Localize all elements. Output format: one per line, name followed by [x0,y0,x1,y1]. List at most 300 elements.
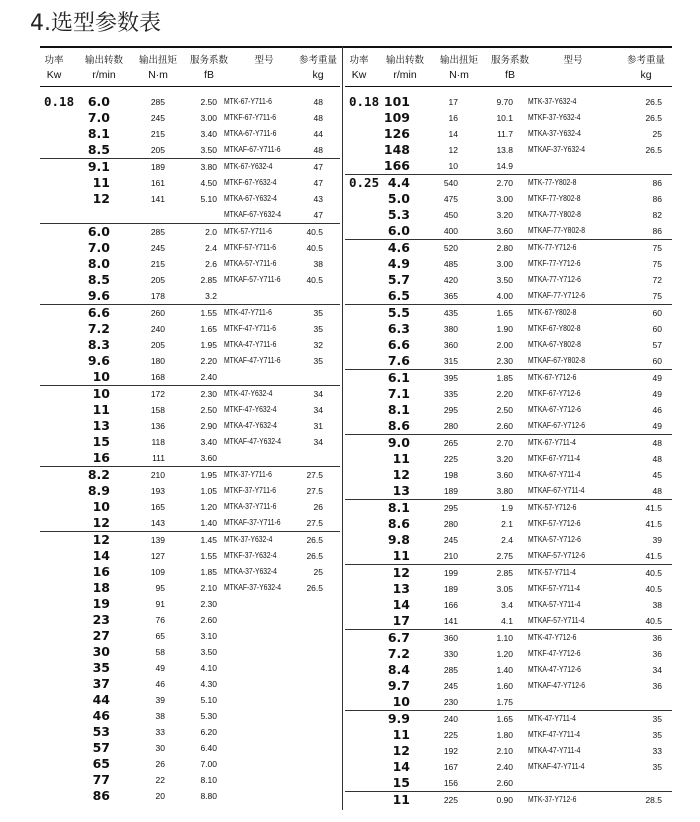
model-cell: MTK-57-Y712-6 [528,503,577,512]
table-row [345,288,672,304]
table-row [40,304,340,321]
speed-cell: 8.1 [387,500,410,515]
speed-cell: 46 [92,708,110,723]
weight-cell: 40.5 [306,227,323,237]
service-factor-cell: 4.50 [200,178,217,188]
table-row [40,240,340,256]
speed-cell: 11 [392,792,410,807]
model-cell: MTKAF-57-Y711-6 [224,275,281,284]
service-factor-cell: 9.70 [496,97,513,107]
service-factor-cell: 3.05 [496,584,513,594]
service-factor-cell: 10.1 [496,113,513,123]
model-cell: MTK-37-Y632-4 [528,97,577,106]
speed-cell: 12 [92,532,110,547]
model-cell: MTK-37-Y711-6 [224,470,272,479]
service-factor-cell: 3.50 [200,145,217,155]
weight-cell: 34 [313,405,323,415]
header-weight: 参考重量 kg [626,55,665,81]
speed-cell: 166 [383,158,410,173]
service-factor-cell: 5.10 [200,695,217,705]
speed-cell: 7.0 [87,110,110,125]
table-row [40,740,340,756]
table-row [40,142,340,158]
weight-cell: 44 [313,129,323,139]
speed-cell: 109 [383,110,410,125]
table-row [345,710,672,727]
service-factor-cell: 5.10 [200,194,217,204]
table-row [345,158,672,174]
table-row [345,629,672,646]
table-row [40,94,340,110]
table-row [40,483,340,499]
torque-cell: 10 [448,161,458,171]
service-factor-cell: 2.20 [496,389,513,399]
torque-cell: 420 [443,275,458,285]
torque-cell: 315 [443,356,458,366]
speed-cell: 8.5 [87,272,110,287]
service-factor-cell: 3.80 [200,162,217,172]
speed-cell: 19 [92,596,110,611]
table-row [40,126,340,142]
weight-cell: 34 [652,665,662,675]
weight-cell: 38 [652,600,662,610]
column-divider [342,46,343,810]
service-factor-cell: 2.00 [496,340,513,350]
torque-cell: 161 [150,178,165,188]
service-factor-cell: 3.00 [200,113,217,123]
torque-cell: 210 [443,551,458,561]
service-factor-cell: 2.20 [200,356,217,366]
weight-cell: 26 [313,502,323,512]
table-row [345,94,672,110]
table-row [40,369,340,385]
torque-cell: 168 [150,372,165,382]
speed-cell: 11 [92,175,110,190]
torque-cell: 198 [443,470,458,480]
model-cell: MTK-47-Y712-6 [528,633,577,642]
speed-cell: 27 [92,628,110,643]
service-factor-cell: 2.70 [496,438,513,448]
model-cell: MTK-47-Y711-6 [224,308,272,317]
speed-cell: 14 [392,759,410,774]
table-row [345,499,672,516]
table-row [345,548,672,564]
table-row [345,467,672,483]
speed-cell: 11 [392,451,410,466]
speed-cell: 8.6 [387,516,410,531]
speed-cell: 6.6 [387,337,410,352]
speed-cell: 8.1 [387,402,410,417]
power-cell: 0.18 [44,94,75,109]
model-cell: MTKAF-67-Y711-6 [224,145,281,154]
service-factor-cell: 1.85 [200,567,217,577]
model-cell: MTKAF-67-Y802-8 [528,356,586,365]
speed-cell: 6.0 [87,94,110,109]
model-cell: MTKA-37-Y632-4 [224,567,277,576]
service-factor-cell: 3.00 [496,194,513,204]
service-factor-cell: 6.40 [200,743,217,753]
service-factor-cell: 1.95 [200,470,217,480]
model-cell: MTK-57-Y711-4 [528,568,576,577]
weight-cell: 41.5 [645,551,662,561]
speed-cell: 4.4 [387,175,410,190]
table-row [40,434,340,450]
torque-cell: 166 [443,600,458,610]
torque-cell: 245 [443,681,458,691]
torque-cell: 380 [443,324,458,334]
speed-cell: 9.9 [387,711,410,726]
torque-cell: 58 [155,647,165,657]
service-factor-cell: 1.05 [200,486,217,496]
model-cell: MTKA-47-Y632-4 [224,421,277,430]
table-row [40,450,340,466]
weight-cell: 35 [313,324,323,334]
model-cell: MTK-47-Y632-4 [224,389,273,398]
weight-cell: 60 [652,308,662,318]
model-cell: MTKA-47-Y711-4 [528,746,581,755]
model-cell: MTKA-57-Y712-6 [528,535,581,544]
speed-cell: 77 [92,772,110,787]
weight-cell: 27.5 [306,518,323,528]
weight-cell: 45 [652,470,662,480]
weight-cell: 34 [313,389,323,399]
torque-cell: 295 [443,503,458,513]
speed-cell: 9.8 [387,532,410,547]
speed-cell: 101 [383,94,410,109]
speed-cell: 8.4 [387,662,410,677]
service-factor-cell: 1.55 [200,551,217,561]
service-factor-cell: 2.4 [501,535,513,545]
table-row [40,175,340,191]
service-factor-cell: 1.20 [496,649,513,659]
model-cell: MTKA-67-Y632-4 [224,194,277,203]
torque-cell: 360 [443,633,458,643]
service-factor-cell: 1.20 [200,502,217,512]
model-cell: MTKF-57-Y711-6 [224,243,277,252]
table-row [40,676,340,692]
torque-cell: 230 [443,697,458,707]
weight-cell: 33 [652,746,662,756]
weight-cell: 72 [652,275,662,285]
table-row [345,353,672,369]
service-factor-cell: 1.65 [200,324,217,334]
table-row [40,337,340,353]
table-row [345,727,672,743]
service-factor-cell: 3.4 [501,600,513,610]
header-power: 功率 Kw [44,55,64,81]
model-cell: MTK-47-Y711-4 [528,714,576,723]
service-factor-cell: 1.10 [496,633,513,643]
torque-cell: 189 [443,584,458,594]
table-row [345,239,672,256]
speed-cell: 44 [92,692,110,707]
weight-cell: 25 [313,567,323,577]
table-row [345,434,672,451]
header-model: 型号 [254,55,274,66]
speed-cell: 6.7 [387,630,410,645]
weight-cell: 36 [652,649,662,659]
model-cell: MTK-37-Y632-4 [224,535,273,544]
weight-cell: 35 [313,356,323,366]
speed-cell: 53 [92,724,110,739]
torque-cell: 118 [151,437,165,447]
table-row [345,564,672,581]
torque-cell: 180 [150,356,165,366]
speed-cell: 13 [392,581,410,596]
speed-cell: 7.2 [387,646,410,661]
weight-cell: 49 [652,389,662,399]
service-factor-cell: 1.45 [200,535,217,545]
model-cell: MTKF-47-Y712-6 [528,649,581,658]
speed-cell: 18 [92,580,110,595]
model-cell: MTKF-67-Y711-6 [224,113,277,122]
model-cell: MTKAF-37-Y632-4 [528,145,586,154]
speed-cell: 13 [392,483,410,498]
torque-cell: 76 [155,615,165,625]
speed-cell: 5.3 [387,207,410,222]
torque-cell: 139 [150,535,165,545]
model-cell: MTKA-57-Y711-4 [528,600,581,609]
weight-cell: 60 [652,356,662,366]
weight-cell: 40.5 [306,243,323,253]
weight-cell: 27.5 [306,486,323,496]
model-cell: MTKF-67-Y632-4 [224,178,277,187]
speed-cell: 16 [92,450,110,465]
model-cell: MTKF-47-Y711-4 [528,730,581,739]
table-row [345,418,672,434]
speed-cell: 12 [92,191,110,206]
weight-cell: 34 [313,437,323,447]
speed-cell: 126 [383,126,410,141]
speed-cell: 14 [92,548,110,563]
table-row [40,353,340,369]
speed-cell: 9.0 [387,435,410,450]
table-row [345,207,672,223]
model-cell: MTKA-57-Y711-6 [224,259,277,268]
service-factor-cell: 2.10 [200,583,217,593]
table-row [345,223,672,239]
speed-cell: 13 [92,418,110,433]
speed-cell: 8.5 [87,142,110,157]
header-weight: 参考重量 kg [298,55,337,81]
service-factor-cell: 3.60 [496,470,513,480]
weight-cell: 48 [652,486,662,496]
table-row [345,272,672,288]
weight-cell: 86 [652,226,662,236]
weight-cell: 43 [313,194,323,204]
table-row [40,158,340,175]
torque-cell: 127 [150,551,165,561]
torque-cell: 365 [443,291,458,301]
service-factor-cell: 2.0 [205,227,217,237]
speed-cell: 8.1 [87,126,110,141]
header-torque: 输出扭矩 N·m [138,55,177,81]
model-cell: MTKF-77-Y802-8 [528,194,581,203]
table-row [40,515,340,531]
speed-cell: 7.6 [387,353,410,368]
weight-cell: 75 [652,243,662,253]
table-row [40,191,340,207]
speed-cell: 9.7 [387,678,410,693]
torque-cell: 485 [443,259,458,269]
torque-cell: 20 [155,791,165,801]
model-cell: MTKF-37-Y711-6 [224,486,277,495]
torque-cell: 520 [443,243,458,253]
table-row [40,708,340,724]
weight-cell: 40.5 [645,616,662,626]
table-row [345,304,672,321]
header-service-factor: 服务系数 fB [490,55,529,81]
weight-cell: 86 [652,178,662,188]
model-cell: MTKA-77-Y802-8 [528,210,581,219]
torque-cell: 245 [443,535,458,545]
weight-cell: 82 [652,210,662,220]
speed-cell: 5.5 [387,305,410,320]
service-factor-cell: 2.6 [205,259,217,269]
torque-cell: 295 [443,405,458,415]
service-factor-cell: 5.30 [200,711,217,721]
weight-cell: 40.5 [306,275,323,285]
torque-cell: 210 [150,470,165,480]
table-row [345,110,672,126]
service-factor-cell: 2.10 [496,746,513,756]
speed-cell: 7.1 [387,386,410,401]
model-cell: MTK-37-Y712-6 [528,795,577,804]
page-title: 4.选型参数表 [30,11,161,36]
speed-cell: 8.2 [87,467,110,482]
speed-cell: 12 [392,743,410,758]
speed-cell: 14 [392,597,410,612]
service-factor-cell: 3.20 [496,210,513,220]
torque-cell: 38 [155,711,165,721]
speed-cell: 65 [92,756,110,771]
table-row [40,756,340,772]
service-factor-cell: 1.40 [200,518,217,528]
speed-cell: 17 [392,613,410,628]
speed-cell: 86 [92,788,110,803]
table-row [40,596,340,612]
weight-cell: 41.5 [645,519,662,529]
torque-cell: 30 [155,743,165,753]
torque-cell: 245 [150,113,165,123]
weight-cell: 32 [313,340,323,350]
weight-cell: 26.5 [306,551,323,561]
model-cell: MTKAF-67-Y711-4 [528,486,585,495]
speed-cell: 6.5 [387,288,410,303]
model-cell: MTK-67-Y711-6 [224,97,272,106]
torque-cell: 260 [150,308,165,318]
speed-cell: 37 [92,676,110,691]
torque-cell: 14 [448,129,458,139]
torque-cell: 33 [155,727,165,737]
model-cell: MTKAF-57-Y711-4 [528,616,585,625]
service-factor-cell: 0.90 [496,795,513,805]
torque-cell: 109 [150,567,165,577]
speed-cell: 6.0 [87,224,110,239]
service-factor-cell: 14.9 [496,161,513,171]
model-cell: MTKF-67-Y711-4 [528,454,581,463]
table-row [345,516,672,532]
service-factor-cell: 2.60 [496,421,513,431]
torque-cell: 167 [443,762,458,772]
weight-cell: 46 [652,405,662,415]
table-row [40,418,340,434]
speed-cell: 8.0 [87,256,110,271]
model-cell: MTKA-37-Y711-6 [224,502,277,511]
table-row [345,483,672,499]
model-cell: MTKA-37-Y632-4 [528,129,581,138]
weight-cell: 28.5 [645,795,662,805]
speed-cell: 57 [92,740,110,755]
torque-cell: 280 [443,421,458,431]
torque-cell: 360 [443,340,458,350]
table-row [345,791,672,808]
torque-cell: 205 [150,145,165,155]
torque-cell: 165 [150,502,165,512]
service-factor-cell: 13.8 [496,145,513,155]
weight-cell: 47 [313,210,323,220]
weight-cell: 31 [313,421,323,431]
weight-cell: 35 [652,714,662,724]
speed-cell: 30 [92,644,110,659]
table-row [40,580,340,596]
table-row [40,402,340,418]
torque-cell: 400 [443,226,458,236]
service-factor-cell: 2.85 [496,568,513,578]
model-cell: MTKAF-57-Y712-6 [528,551,586,560]
torque-cell: 46 [155,679,165,689]
torque-cell: 205 [150,275,165,285]
model-cell: MTKF-67-Y712-6 [528,389,581,398]
weight-cell: 49 [652,373,662,383]
torque-cell: 245 [150,243,165,253]
torque-cell: 225 [443,795,458,805]
model-cell: MTKAF-67-Y632-4 [224,210,282,219]
weight-cell: 26.5 [306,583,323,593]
speed-cell: 7.2 [87,321,110,336]
header-power: 功率 Kw [349,55,369,81]
table-row [345,581,672,597]
model-cell: MTKAF-37-Y711-6 [224,518,281,527]
speed-cell: 9.6 [87,288,110,303]
service-factor-cell: 1.65 [496,714,513,724]
weight-cell: 48 [313,97,323,107]
model-cell: MTKA-47-Y712-6 [528,665,581,674]
service-factor-cell: 2.30 [496,356,513,366]
weight-cell: 26.5 [645,97,662,107]
torque-cell: 193 [150,486,165,496]
speed-cell: 35 [92,660,110,675]
speed-cell: 11 [92,402,110,417]
table-row [345,174,672,191]
table-row [345,662,672,678]
weight-cell: 57 [652,340,662,350]
torque-cell: 395 [443,373,458,383]
left-table-header [40,50,340,87]
torque-cell: 285 [150,227,165,237]
speed-cell: 8.6 [387,418,410,433]
service-factor-cell: 1.90 [496,324,513,334]
weight-cell: 48 [652,438,662,448]
table-row [345,337,672,353]
weight-cell: 36 [652,681,662,691]
torque-cell: 225 [443,730,458,740]
model-cell: MTKF-47-Y711-6 [224,324,277,333]
service-factor-cell: 3.60 [200,453,217,463]
table-row [345,321,672,337]
service-factor-cell: 2.1 [501,519,513,529]
torque-cell: 111 [152,453,165,463]
